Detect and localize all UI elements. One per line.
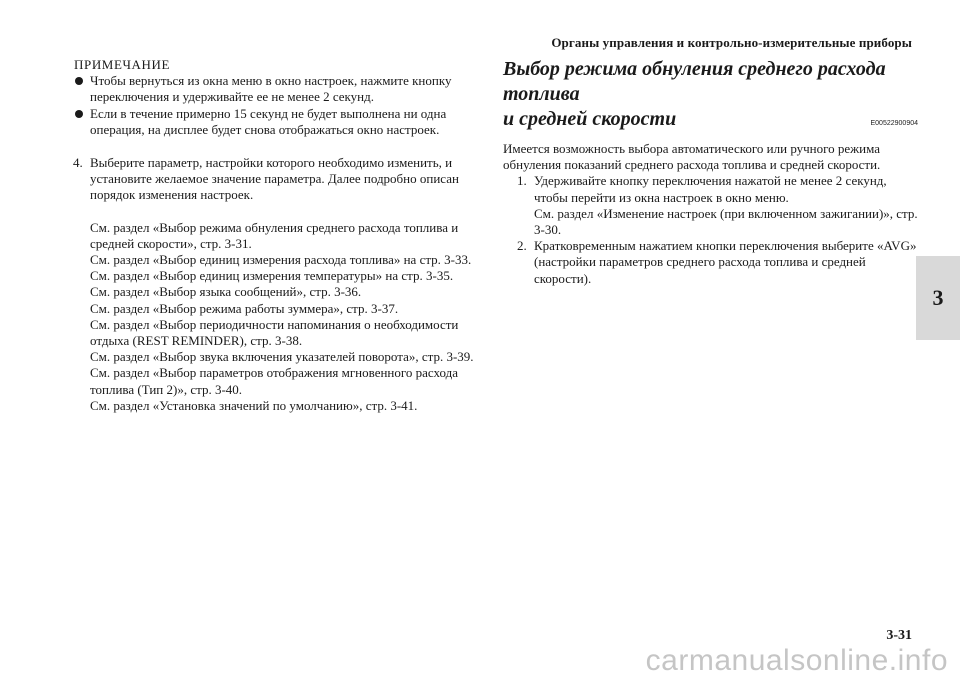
- note-text: Если в течение примерно 15 секунд не будет выполнена ни одна операция, на дисплее будет снова отображаться окно настроек.: [90, 105, 447, 137]
- reference-item: См. раздел «Выбор режима работы зуммера», стр. 3-37.: [90, 300, 399, 316]
- watermark: carmanualsonline.info: [645, 644, 948, 677]
- step-4: [74, 155, 474, 204]
- note-text: Чтобы вернуться из окна меню в окно настроек, нажмите кнопку переключения и удерживайте ее не менее 2 секунд.: [90, 73, 452, 105]
- reference-item: См. раздел «Выбор режима обнуления среднего расхода топлива и средней скорости», стр. 3-31.: [90, 219, 459, 251]
- document-code: E00522900904: [870, 120, 918, 127]
- step-number: 4.: [73, 155, 83, 171]
- reference-item: См. раздел «Выбор языка сообщений», стр. 3-36.: [90, 284, 362, 300]
- step-number: 2.: [517, 238, 527, 254]
- step-2: [503, 238, 918, 287]
- note-item: [74, 106, 474, 138]
- step-text: Кратковременным нажатием кнопки переключения выберите «AVG» (настройки параметров среднего расхода топлива и средней скорости).: [534, 238, 917, 286]
- bullet-icon: [75, 110, 83, 118]
- page-number: 3-31: [886, 628, 912, 643]
- intro-text: Имеется возможность выбора автоматического или ручного режима обнуления показаний среднего расхода топлива и средней скорости.: [503, 141, 881, 173]
- right-column: [503, 57, 918, 287]
- note-title: ПРИМЕЧАНИЕ: [74, 57, 171, 72]
- step-number: 1.: [517, 173, 527, 189]
- reference-item: См. раздел «Выбор единиц измерения температуры» на стр. 3-35.: [90, 268, 454, 284]
- note-list: [74, 73, 474, 138]
- bullet-icon: [75, 77, 83, 85]
- reference-list: [74, 220, 474, 414]
- section-title-line2: и средней скорости: [503, 108, 677, 130]
- chapter-number: 3: [932, 285, 944, 310]
- chapter-tab: [916, 256, 960, 340]
- reference-item: См. раздел «Выбор звука включения указателей поворота», стр. 3-39.: [90, 349, 474, 365]
- section-title-line1: Выбор режима обнуления среднего расхода топлива: [503, 58, 886, 105]
- reference-item: См. раздел «Выбор единиц измерения расхода топлива» на стр. 3-33.: [90, 252, 472, 268]
- reference-item: См. раздел «Выбор параметров отображения мгновенного расхода топлива (Тип 2)», стр. 3-40.: [90, 365, 459, 397]
- step-text: Выберите параметр, настройки которого необходимо изменить, и установите желаемое значение параметра. Далее подробно описан порядок изменения настроек.: [90, 155, 459, 203]
- step-reference: См. раздел «Изменение настроек (при включенном зажигании)», стр. 3-30.: [534, 205, 918, 238]
- step-text: Удерживайте кнопку переключения нажатой не менее 2 секунд, чтобы перейти из окна настроек в окно меню.: [534, 173, 887, 205]
- reference-item: См. раздел «Выбор периодичности напоминания о необходимости отдыха (REST REMINDER), стр. 3-38.: [90, 316, 459, 349]
- step-1: [503, 173, 918, 238]
- page-header: Органы управления и контрольно-измерительные приборы: [551, 35, 912, 50]
- section-title: [503, 57, 918, 136]
- reference-item: См. раздел «Установка значений по умолчанию», стр. 3-41.: [90, 397, 418, 413]
- note-item: [74, 73, 474, 105]
- left-column: [74, 57, 474, 414]
